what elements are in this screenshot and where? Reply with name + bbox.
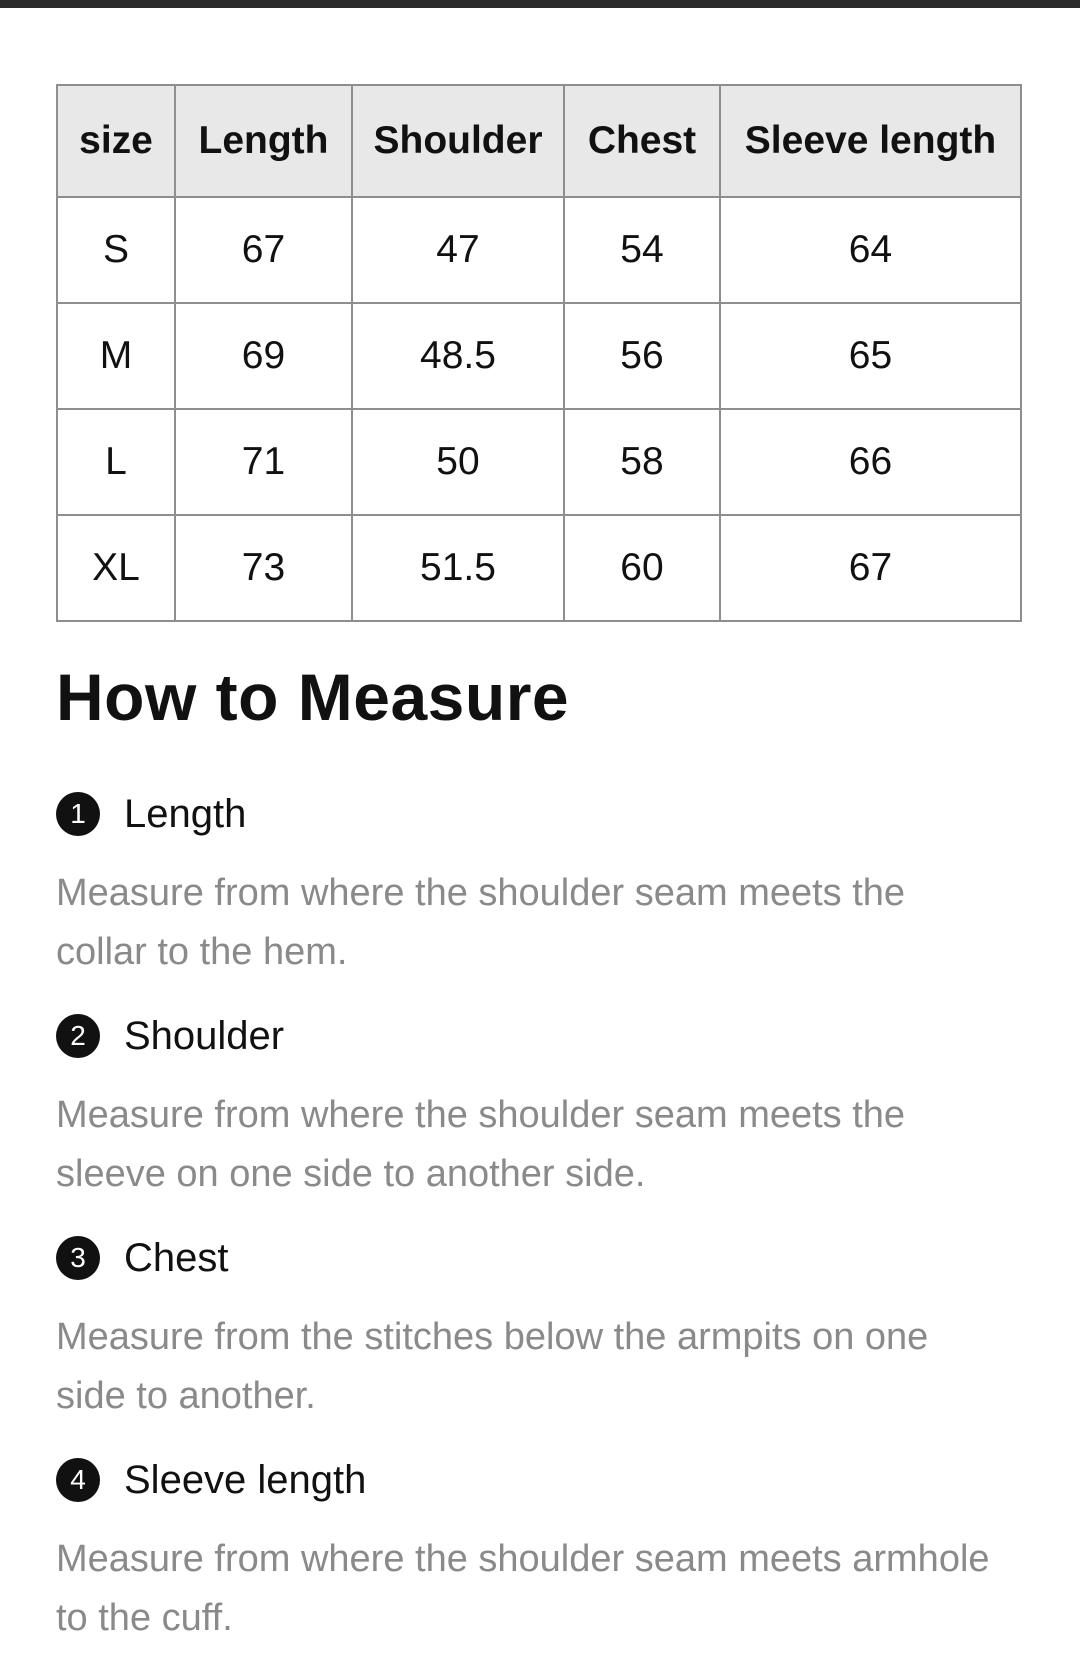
measure-description: Measure from where the shoulder seam meets armhole to the cuff.: [56, 1538, 990, 1639]
measure-description: Measure from where the shoulder seam meets the sleeve on one side to another side.: [56, 1094, 906, 1195]
measure-heading: [56, 786, 1016, 842]
table-header-row: [57, 85, 1021, 197]
cell-sleeve-length: 65: [720, 303, 1021, 409]
cell-shoulder: 50: [352, 409, 564, 515]
size-chart-table: [56, 84, 1022, 622]
measure-name: Shoulder: [124, 1013, 285, 1058]
number-2-icon: 2: [56, 1014, 100, 1058]
measure-name: Chest: [124, 1235, 229, 1280]
table-row: [57, 515, 1021, 621]
column-header-size: size: [57, 85, 175, 197]
measure-heading: [56, 1452, 1016, 1508]
number-1-icon: 1: [56, 792, 100, 836]
measure-description: Measure from where the shoulder seam meets the collar to the hem.: [56, 872, 906, 973]
cell-shoulder: 47: [352, 197, 564, 303]
number-3-icon: 3: [56, 1236, 100, 1280]
table-row: [57, 303, 1021, 409]
measure-name: Length: [124, 791, 247, 836]
cell-length: 69: [175, 303, 352, 409]
cell-length: 71: [175, 409, 352, 515]
cell-chest: 54: [564, 197, 720, 303]
measure-item-shoulder: [56, 1008, 1016, 1204]
table-row: [57, 409, 1021, 515]
column-header-shoulder: Shoulder: [352, 85, 564, 197]
cell-size: L: [57, 409, 175, 515]
cell-chest: 58: [564, 409, 720, 515]
cell-length: 73: [175, 515, 352, 621]
column-header-sleeve-length: Sleeve length: [720, 85, 1021, 197]
measure-item-chest: [56, 1230, 1016, 1426]
how-to-measure-title: How to Measure: [56, 660, 570, 734]
top-divider-bar: [0, 0, 1080, 8]
cell-chest: 60: [564, 515, 720, 621]
cell-sleeve-length: 64: [720, 197, 1021, 303]
cell-shoulder: 48.5: [352, 303, 564, 409]
measure-heading: [56, 1008, 1016, 1064]
cell-size: XL: [57, 515, 175, 621]
cell-shoulder: 51.5: [352, 515, 564, 621]
measure-item-length: [56, 786, 1016, 982]
cell-size: S: [57, 197, 175, 303]
measure-item-sleeve-length: [56, 1452, 1016, 1648]
cell-size: M: [57, 303, 175, 409]
measure-description: Measure from the stitches below the armpits on one side to another.: [56, 1316, 929, 1417]
cell-sleeve-length: 66: [720, 409, 1021, 515]
column-header-length: Length: [175, 85, 352, 197]
number-4-icon: 4: [56, 1458, 100, 1502]
table-row: [57, 197, 1021, 303]
measure-name: Sleeve length: [124, 1457, 367, 1502]
cell-length: 67: [175, 197, 352, 303]
measure-heading: [56, 1230, 1016, 1286]
cell-sleeve-length: 67: [720, 515, 1021, 621]
cell-chest: 56: [564, 303, 720, 409]
column-header-chest: Chest: [564, 85, 720, 197]
